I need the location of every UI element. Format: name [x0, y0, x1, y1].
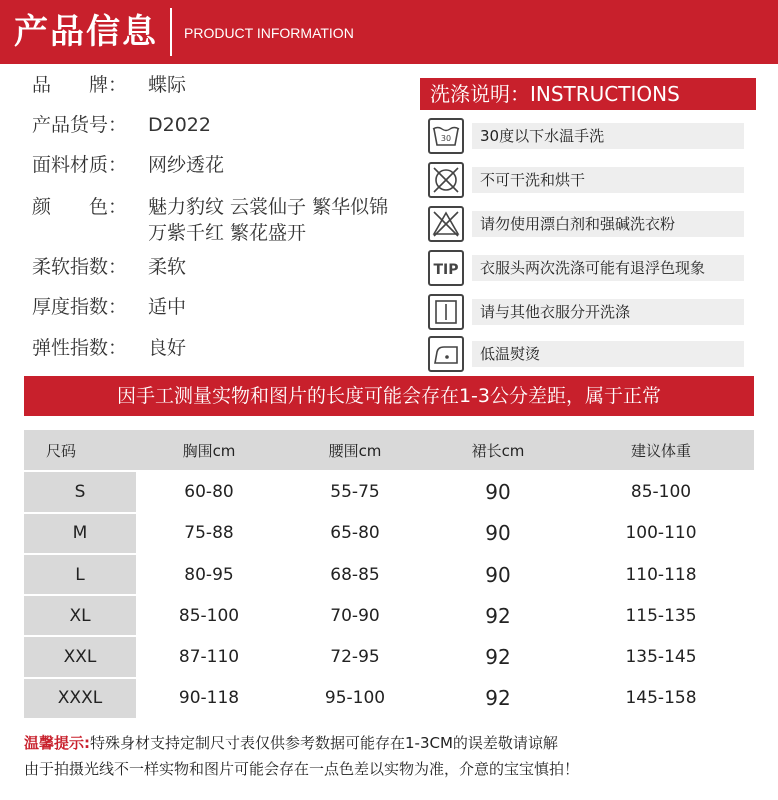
instruction-text: 请与其他衣服分开洗涤: [472, 299, 744, 325]
instruction-text: 不可干洗和烘干: [472, 167, 744, 193]
instruction-item: [420, 250, 756, 286]
info-label: 弹性指数：: [32, 337, 128, 359]
page-subtitle: PRODUCT INFORMATION: [184, 25, 354, 41]
wash-instructions: [420, 78, 756, 363]
instruction-item: [420, 294, 756, 330]
info-label: 厚度指数：: [32, 296, 128, 318]
table-cell: 115-135: [568, 595, 754, 636]
low-iron-icon: [428, 336, 464, 372]
instruction-text: 30度以下水温手洗: [472, 123, 744, 149]
info-label: 面料材质：: [32, 154, 128, 176]
table-cell: 92: [428, 595, 568, 636]
size-cell: XXL: [24, 636, 136, 677]
svg-text:TIP: TIP: [433, 262, 459, 278]
size-cell: XL: [24, 595, 136, 636]
instruction-item: [420, 206, 756, 242]
table-cell: 145-158: [568, 678, 754, 719]
column-header: 尺码: [24, 430, 136, 471]
instruction-text: 衣服头两次洗涤可能有退浮色现象: [472, 255, 744, 281]
footer-line-2: 由于拍摄光线不一样实物和图片可能会存在一点色差以实物为准，介意的宝宝慎拍！: [24, 760, 580, 778]
info-value: 柔软: [148, 256, 187, 278]
table-row: [24, 636, 754, 677]
table-row: [24, 513, 754, 554]
table-cell: 68-85: [282, 554, 428, 595]
info-label: 产品货号：: [32, 114, 128, 136]
column-header: 腰围cm: [282, 430, 428, 471]
instruction-text: 请勿使用漂白剂和强碱洗衣粉: [472, 211, 744, 237]
info-value: 万紫千红 繁花盛开: [148, 222, 307, 244]
footer-line-1: [24, 730, 764, 756]
info-label: 柔软指数：: [32, 256, 128, 278]
table-cell: 75-88: [136, 513, 282, 554]
column-header: 建议体重: [568, 430, 754, 471]
size-cell: XXXL: [24, 678, 136, 719]
info-value: 蝶际: [148, 74, 187, 96]
size-cell: S: [24, 471, 136, 512]
table-cell: 72-95: [282, 636, 428, 677]
instruction-item: [420, 162, 756, 198]
table-cell: 85-100: [568, 471, 754, 512]
info-value: 魅力豹纹 云裳仙子 繁华似锦: [148, 196, 389, 218]
wash-30-icon: [428, 118, 464, 154]
column-header: 胸围cm: [136, 430, 282, 471]
table-cell: 87-110: [136, 636, 282, 677]
svg-text:30: 30: [440, 134, 452, 143]
footer-tips: [24, 730, 764, 782]
table-cell: 135-145: [568, 636, 754, 677]
instruction-text: 低温熨烫: [472, 341, 744, 367]
table-cell: 60-80: [136, 471, 282, 512]
header-divider: [170, 8, 172, 56]
size-cell: L: [24, 554, 136, 595]
column-header: 裙长cm: [428, 430, 568, 471]
table-cell: 95-100: [282, 678, 428, 719]
table-header-row: [24, 430, 754, 471]
table-cell: 80-95: [136, 554, 282, 595]
table-row: [24, 595, 754, 636]
separate-wash-icon: [428, 294, 464, 330]
table-row: [24, 471, 754, 512]
table-cell: 65-80: [282, 513, 428, 554]
info-value: 良好: [148, 337, 187, 359]
no-wash-dry-icon: [428, 162, 464, 198]
header-banner: [0, 0, 778, 64]
info-value: 适中: [148, 296, 187, 318]
table-cell: 110-118: [568, 554, 754, 595]
tip-label: 温馨提示:: [24, 734, 90, 752]
table-cell: 55-75: [282, 471, 428, 512]
measurement-notice: 因手工测量实物和图片的长度可能会存在1-3公分差距，属于正常: [24, 376, 754, 416]
table-cell: 92: [428, 678, 568, 719]
instruction-item: [420, 118, 756, 154]
tip-icon: [428, 250, 464, 286]
info-label: 品 牌：: [32, 74, 128, 96]
table-cell: 90: [428, 554, 568, 595]
tip-text: 特殊身材支持定制尺寸表仅供参考数据可能存在1-3CM的误差敬请谅解: [90, 734, 558, 752]
table-cell: 90: [428, 471, 568, 512]
table-cell: 100-110: [568, 513, 754, 554]
instructions-title: 洗涤说明：INSTRUCTIONS: [420, 78, 756, 110]
size-table: [24, 430, 754, 720]
size-cell: M: [24, 513, 136, 554]
instruction-item: [420, 336, 756, 372]
info-label: 颜 色：: [32, 196, 128, 218]
info-value: D2022: [148, 114, 211, 136]
table-cell: 90: [428, 513, 568, 554]
table-row: [24, 678, 754, 719]
page-title: 产品信息: [14, 12, 158, 52]
table-cell: 85-100: [136, 595, 282, 636]
table-cell: 92: [428, 636, 568, 677]
table-row: [24, 554, 754, 595]
table-cell: 70-90: [282, 595, 428, 636]
no-bleach-icon: [428, 206, 464, 242]
table-cell: 90-118: [136, 678, 282, 719]
info-value: 网纱透花: [148, 154, 225, 176]
